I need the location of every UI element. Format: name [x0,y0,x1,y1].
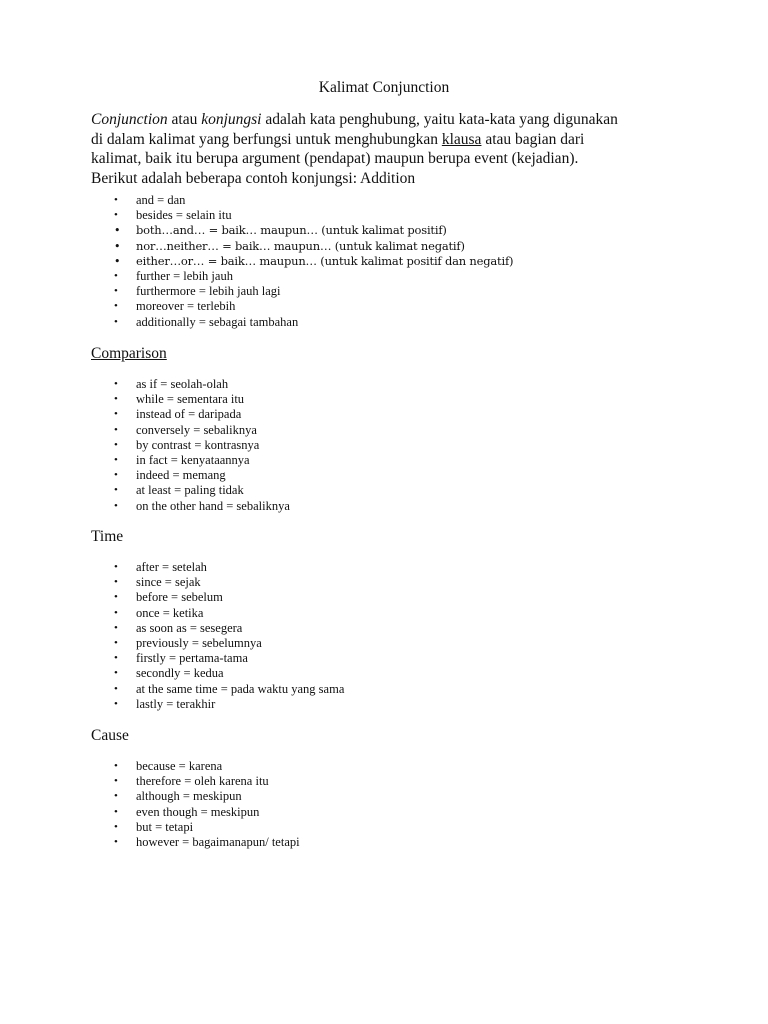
intro-paragraph [91,110,691,188]
list-item: • further = lebih jauh [0,269,513,284]
intro-line-4: Berikut adalah beberapa contoh konjungsi: Addition [91,169,416,187]
list-item: • previously = sebelumnya [0,636,344,651]
list-item: • as if = seolah-olah [0,377,290,392]
list-item: • indeed = memang [0,468,290,483]
list-item: • and = dan [0,193,513,208]
list-item: • either…or… = baik… maupun… (untuk kalimat positif dan negatif) [0,254,513,269]
list-item: • therefore = oleh karena itu [0,774,300,789]
list-item: • since = sejak [0,575,344,590]
addition-list [0,193,513,330]
list-item: • instead of = daripada [0,407,290,422]
cause-heading: Cause [91,727,129,744]
list-item: • moreover = terlebih [0,299,513,314]
list-item: • at the same time = pada waktu yang sama [0,682,344,697]
list-item: • furthermore = lebih jauh lagi [0,284,513,299]
intro-text: adalah kata penghubung, yaitu kata-kata yang digunakan [261,111,618,128]
document-title: Kalimat Conjunction [318,79,450,96]
intro-line-1 [91,110,691,130]
list-item: • however = bagaimanapun/ tetapi [0,835,300,850]
term-konjungsi: konjungsi [201,111,262,128]
list-item: • conversely = sebaliknya [0,423,290,438]
list-item: • additionally = sebagai tambahan [0,315,513,330]
time-list [0,560,344,712]
list-item: • on the other hand = sebaliknya [0,499,290,514]
list-item: • because = karena [0,759,300,774]
list-item: • at least = paling tidak [0,483,290,498]
list-item: • as soon as = sesegera [0,621,344,636]
list-item: • firstly = pertama-tama [0,651,344,666]
time-heading: Time [91,528,124,545]
list-item: • but = tetapi [0,820,300,835]
term-klausa: klausa [441,130,482,148]
list-item: • besides = selain itu [0,208,513,223]
list-item: • after = setelah [0,560,344,575]
list-item: • before = sebelum [0,590,344,605]
list-item: • secondly = kedua [0,666,344,681]
list-item: • once = ketika [0,606,344,621]
term-conjunction: Conjunction [91,111,168,128]
list-item: • in fact = kenyataannya [0,453,290,468]
intro-line-2 [91,130,691,150]
list-item: • lastly = terakhir [0,697,344,712]
cause-list [0,759,300,850]
comparison-list [0,377,290,514]
intro-text: atau [167,111,202,128]
intro-text: di dalam kalimat yang berfungsi untuk menghubungkan [91,130,442,148]
list-item: • although = meskipun [0,789,300,804]
list-item: • even though = meskipun [0,805,300,820]
comparison-heading [91,344,167,364]
list-item: • both…and… = baik… maupun… (untuk kalimat positif) [0,223,513,238]
intro-line-3: kalimat, baik itu berupa argument (pendapat) maupun berupa event (kejadian). [91,150,579,167]
list-item: • while = sementara itu [0,392,290,407]
list-item: • nor…neither… = baik… maupun… (untuk kalimat negatif) [0,239,513,254]
comparison-heading-text: Comparison [91,345,167,362]
list-item: • by contrast = kontrasnya [0,438,290,453]
intro-text: atau bagian dari [481,130,585,148]
